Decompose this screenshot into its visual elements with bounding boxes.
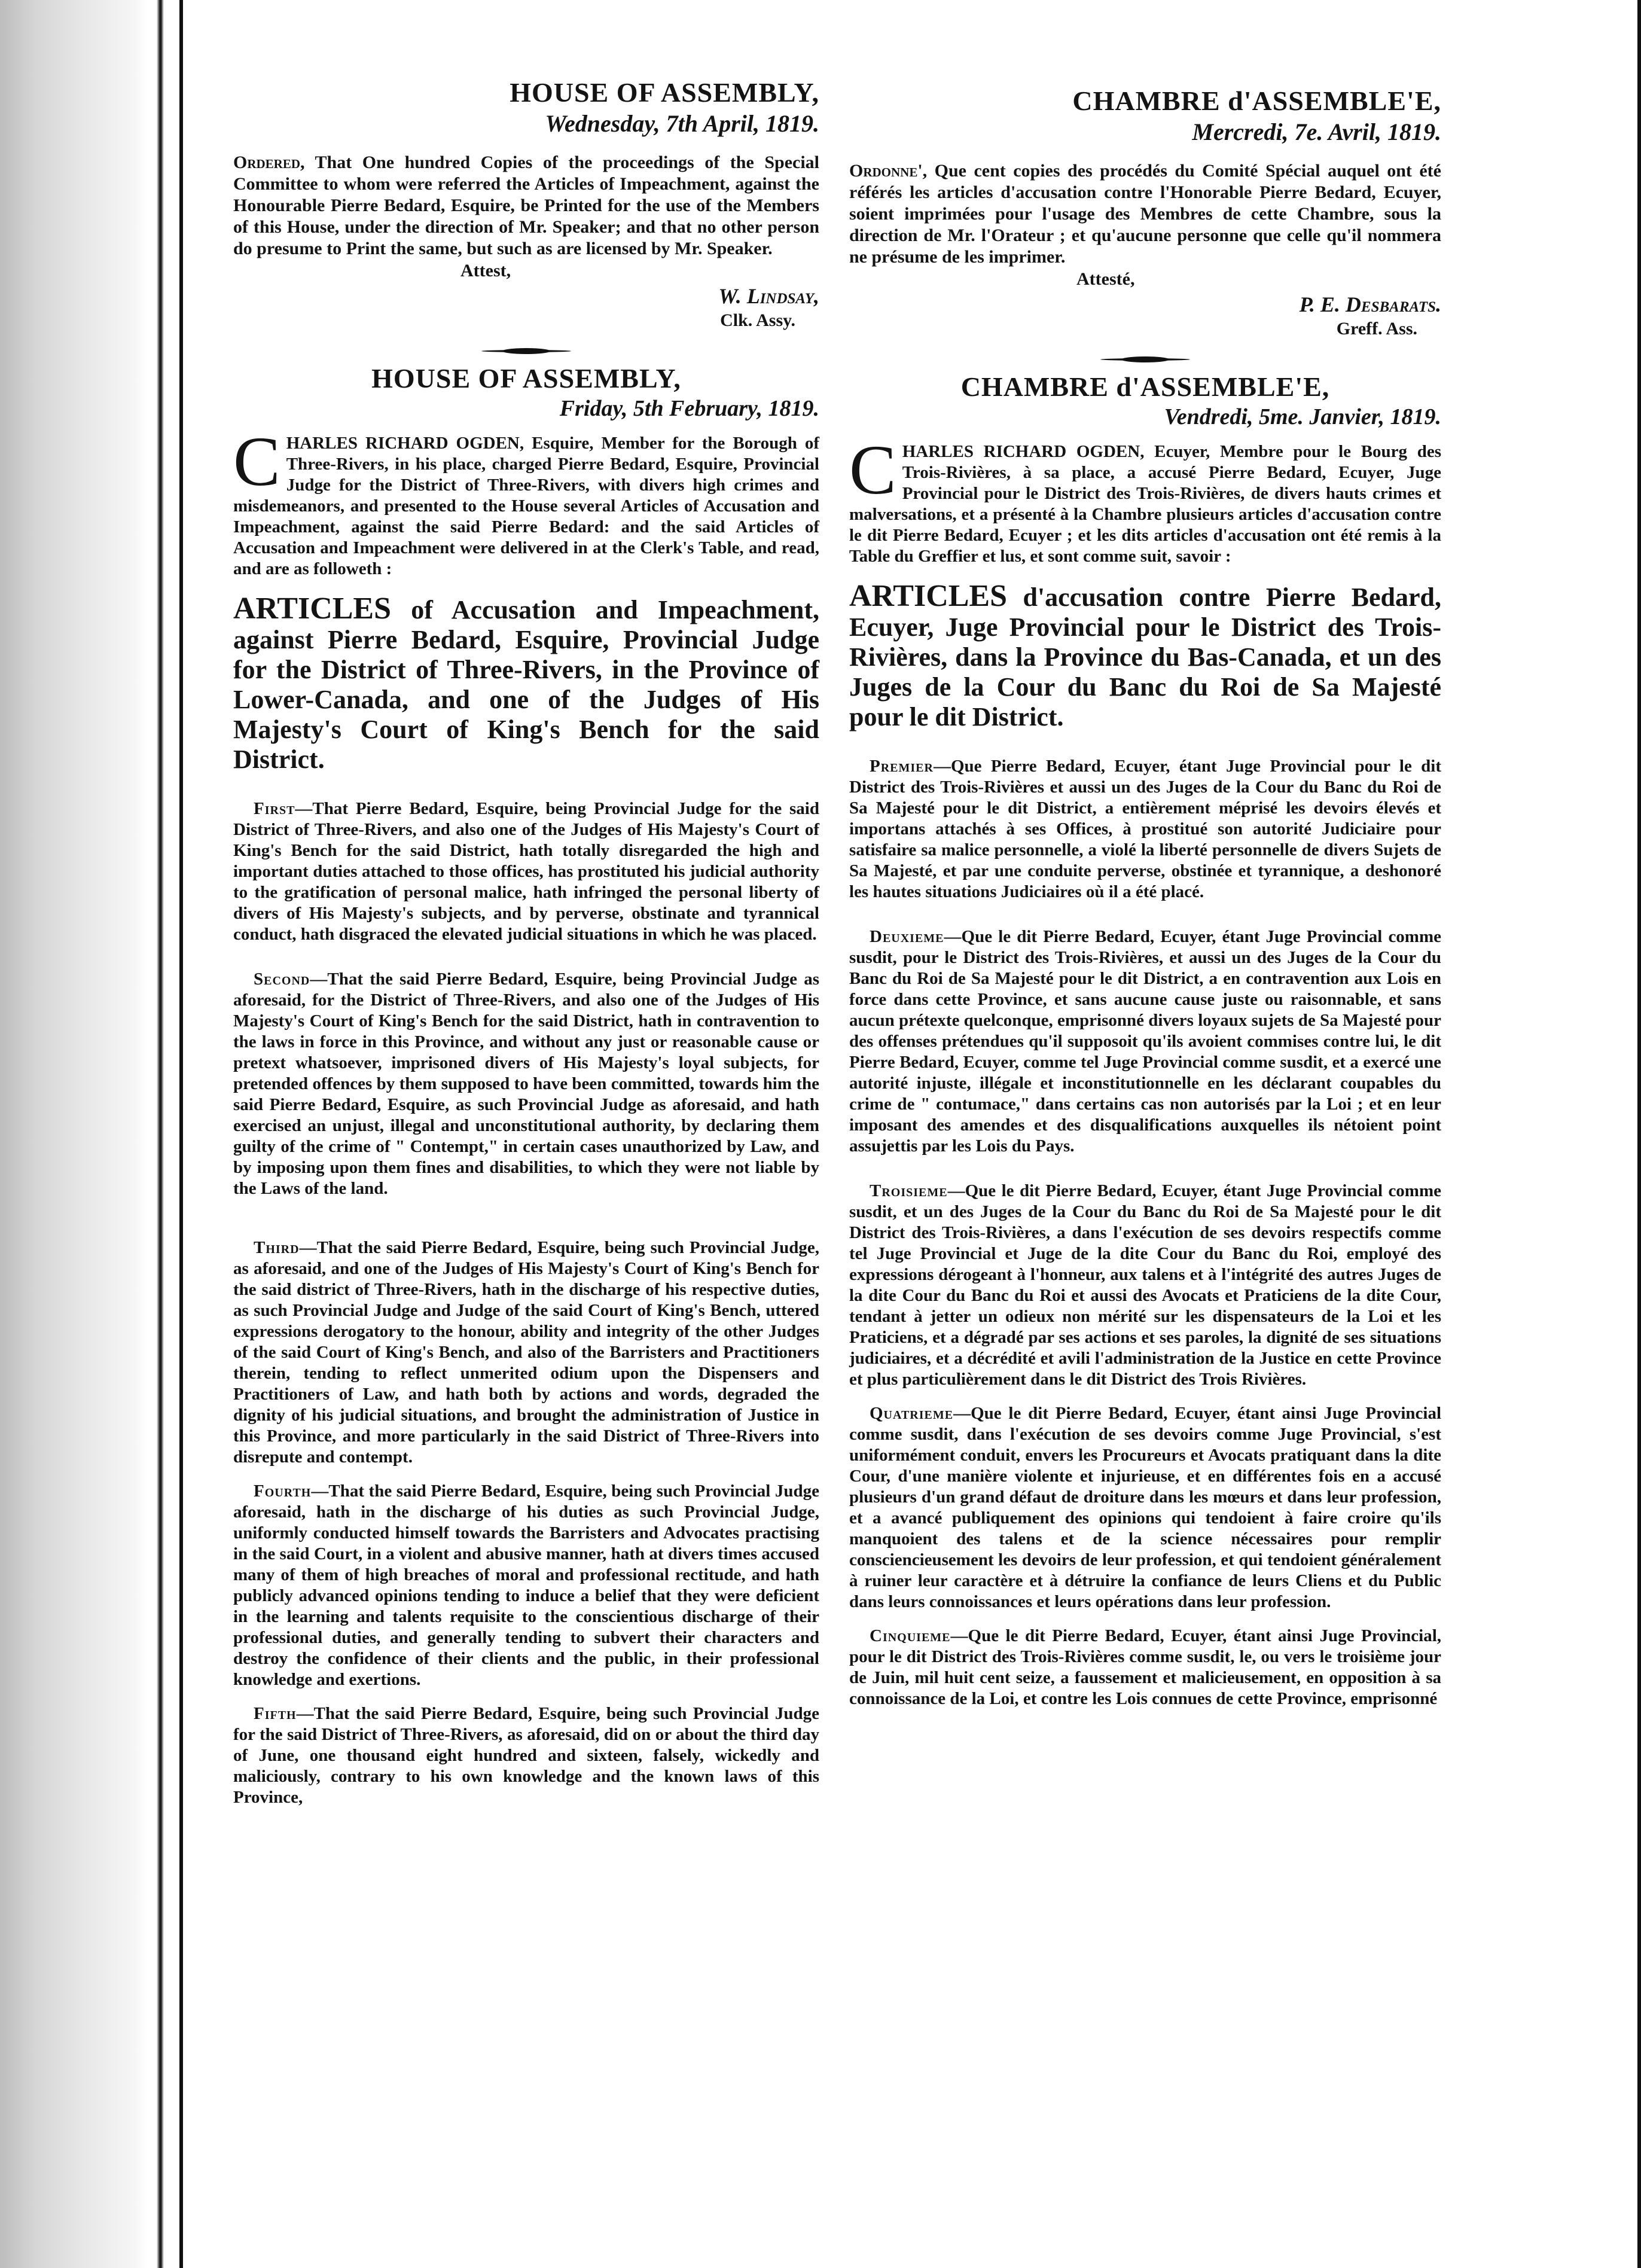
french-first-lead: Premier	[870, 757, 934, 776]
french-order-text	[849, 160, 1441, 268]
page-fold-line	[157, 0, 164, 2268]
english-articles-text: of Accusation and Impeachment, against Pierre Bedard, Esquire, Provincial Judge for the District of Three-Rivers, in the Province of Lower-Canada, and one of the Judges of His Majesty's Court of King's Bench for the said District.	[233, 595, 819, 774]
english-article-fifth	[233, 1703, 819, 1808]
french-fourth-lead: Quatrieme	[870, 1404, 954, 1423]
french-assembly-date: Vendredi, 5me. Janvier, 1819.	[1164, 404, 1441, 429]
french-attest: Attesté,	[1076, 269, 1135, 289]
french-fourth-text: —Que le dit Pierre Bedard, Ecuyer, étant ainsi Juge Provincial comme susdit, dans l'exécution de ses devoirs comme Juge Provincial, s'est uniformément conduit, envers les Procureurs et Avocats pratiquant dans la dite Cour, d'une manière violente et injurieuse, et en différentes fois en a accusé plusieurs d'un grand défaut de droiture dans les mœurs et dans leur profession, et a avancé publiquement des opinions qui tendoient à faire croire qu'ils manquoient des talens et de la science nécessaires pour remplir consciencieusement les devoirs de leur profession, et qui tendoient généralement à ruiner leur caractère et à détruire la confiance de leurs Cliens et du Public dans leurs connoissances et leurs opérations dans leur profession.	[849, 1404, 1441, 1611]
french-article-fifth	[849, 1626, 1441, 1709]
english-order-date: Wednesday, 7th April, 1819.	[545, 110, 819, 137]
english-third-lead: Third	[254, 1238, 300, 1257]
english-article-fourth	[233, 1481, 819, 1690]
scan-gutter	[0, 0, 147, 2268]
english-section-divider	[481, 348, 571, 354]
french-third-text: —Que le dit Pierre Bedard, Ecuyer, étant Juge Provincial comme susdit, et un des Juges de la Cour du Banc du Roi de Sa Majesté pour le dit District des Trois-Rivières, a dans l'exécution de ses devoirs respectifs comme tel Juge Provincial et Juge de la dite Cour du Banc du Roi, employé des expressions dérogeant à l'honneur, aux talens et à l'intégrité des autres Juges de la dite Cour du Banc du Roi et aussi des Avocats et Praticiens de la dite Cour, tendant à jetter un odieux non mérité sur les dispensateurs de la Loi et les Praticiens, et a dégradé par ses actions et ses paroles, la dignité de ses situations judiciaires, et a décrédité et avili l'administration de la Justice en cette Province et plus particulièrement dans le dit District des Trois Rivières.	[849, 1181, 1441, 1389]
french-dropcap: C	[849, 431, 896, 509]
english-assembly-date: Friday, 5th February, 1819.	[559, 396, 819, 421]
english-articles-title	[233, 594, 819, 775]
french-intro-text: HARLES RICHARD OGDEN, Ecuyer, Membre pour le Bourg des Trois-Rivières, à sa place, a accusé Pierre Bedard, Ecuyer, Juge Provincial pour le District des Trois-Rivières, de divers hauts crimes et malversations, et a présenté à la Chambre plusieurs articles d'accusation contre le dit Pierre Bedard, Ecuyer ; et les dits articles d'accusation ont été remis à la Table du Greffier et lus, et sont comme suit, savoir :	[849, 442, 1441, 566]
french-second-text: —Que le dit Pierre Bedard, Ecuyer, étant Juge Provincial comme susdit, pour le District des Trois-Rivières, et aussi un des Juges de la Cour du Banc du Roi de Sa Majesté pour le dit District, a en contravention aux Lois en force dans cette Province, et sans aucune cause juste ou raisonnable, et sans aucun prétexte quelconque, emprisonné divers loyaux sujets de Sa Majesté pour des offenses prétendues qu'il supposoit qu'ils avoient commises contre lui, le dit Pierre Bedard, Ecuyer, comme tel Juge Provincial comme susdit, et a exercé une autorité injuste, illégale et inconstitutionnelle en les déclarant coupables du crime de " contumace," dans certains cas non autorisés par la Loi ; et en leur imposant des amendes et des disqualifications auxquelles ils nétoient point assujettis par les Lois du Pays.	[849, 927, 1442, 1156]
english-order-lead: Ordered,	[233, 153, 305, 172]
english-first-lead: First	[254, 799, 295, 818]
english-fourth-lead: Fourth	[254, 1481, 312, 1501]
english-first-text: —That Pierre Bedard, Esquire, being Provincial Judge for the said District of Three-Rivers, and also one of the Judges of His Majesty's Court of King's Bench for the said District, hath totally disregarded the high and important duties attached to those offices, has prostituted his judicial authority to the gratification of personal malice, hath infringed the personal liberty of divers of His Majesty's subjects, and by perverse, obstinate and tyrannical conduct, hath disgraced the elevated judicial situations in which he was placed.	[233, 799, 819, 944]
french-signature-title: Greff. Ass.	[1336, 319, 1417, 339]
english-article-third	[233, 1237, 819, 1468]
french-section-divider	[1100, 356, 1190, 362]
french-first-text: —Que Pierre Bedard, Ecuyer, étant Juge Provincial pour le dit District des Trois-Rivières et aussi un des Juges de la Cour du Banc du Roi de Sa Majesté pour le dit District, a entièrement méprisé les devoirs élevés et importans attachés à ses Offices, à prostitué son autorité Judiciaire pour satisfaire sa malice personnelle, a violé la liberté personnelle de divers Sujets de Sa Majesté, et par une conduite perverse, obstinée et tyrannique, a deshonoré les hautes situations Judiciaires où il a été placé.	[849, 757, 1441, 901]
english-intro	[233, 422, 819, 580]
english-attest: Attest,	[460, 261, 511, 281]
english-article-second	[233, 969, 819, 1199]
english-signature: W. Lindsay,	[718, 284, 819, 308]
english-column	[233, 0, 819, 2268]
french-order-body: Que cent copies des procédés du Comité Spécial auquel ont été référés les articles d'accusation contre l'Honorable Pierre Bedard, Ecuyer, soient imprimées pour l'usage des Membres de cette Chambre, sous la direction de Mr. l'Orateur ; et qu'aucune personne que celle qu'il nommera ne présume de les imprimer.	[849, 161, 1441, 267]
english-article-first	[233, 798, 819, 945]
english-dropcap: C	[233, 422, 280, 501]
french-articles-lead: ARTICLES	[849, 579, 1008, 613]
french-second-lead: Deuxieme	[870, 927, 944, 946]
english-order-text	[233, 152, 819, 260]
french-fifth-text: —Que le dit Pierre Bedard, Ecuyer, étant ainsi Juge Provincial, pour le dit District des Trois-Rivières comme susdit, le, ou vers le troisième jour de Juin, mil huit cent seize, a faussement et malicieusement, en opposition à sa connoissance de la Loi, et contre les Lois connues de cette Province, emprisonné	[849, 1626, 1441, 1708]
french-order-date: Mercredi, 7e. Avril, 1819.	[1192, 118, 1441, 145]
french-article-first	[849, 756, 1441, 903]
english-third-text: —That the said Pierre Bedard, Esquire, being such Provincial Judge, as aforesaid, and one of the Judges of His Majesty's Court of King's Bench for the said district of Three-Rivers, hath in the discharge of his respective duties, as such Provincial Judge and Judge of the said Court of King's Bench, uttered expressions derogatory to the honour, ability and integrity of the other Judges of the said Court of King's Bench, and also of the Barristers and Practitioners therein, tending to reflect unmerited odium upon the Dispensers and Practitioners of Law, and hath both by actions and words, degraded the dignity of his judicial situations, and brought the administration of Justice in this Province, and more particularly in the said District of Three-Rivers into disrepute and contempt.	[233, 1238, 819, 1467]
french-articles-title	[849, 581, 1441, 732]
english-intro-text: HARLES RICHARD OGDEN, Esquire, Member for the Borough of Three-Rivers, in his place, charged Pierre Bedard, Esquire, Provincial Judge for the District of Three-Rivers, with divers high crimes and misdemeanors, and presented to the House several Articles of Accusation and Impeachment, against the said Pierre Bedard: and the said Articles of Accusation and Impeachment were delivered in at the Clerk's Table, and read, and are as followeth :	[233, 434, 819, 578]
english-assembly-heading: HOUSE OF ASSEMBLY,	[371, 363, 681, 394]
french-fifth-lead: Cinquieme	[870, 1626, 951, 1645]
french-article-second	[849, 926, 1441, 1157]
english-signature-title: Clk. Assy.	[720, 310, 795, 330]
french-signature: P. E. Desbarats.	[1299, 292, 1441, 316]
english-order-heading: HOUSE OF ASSEMBLY,	[510, 77, 819, 108]
english-order-body: That One hundred Copies of the proceedings of the Special Committee to whom were referred the Articles of Impeachment, against the Honourable Pierre Bedard, Esquire, be Printed for the use of the Members of this House, under the direction of Mr. Speaker; and that no other person do presume to Print the same, but such as are licensed by Mr. Speaker.	[233, 153, 819, 258]
english-fifth-text: —That the said Pierre Bedard, Esquire, being such Provincial Judge for the said District of Three-Rivers, as aforesaid, did on or about the third day of June, one thousand eight hundred and sixteen, falsely, wickedly and maliciously, contrary to his own knowledge and the known laws of this Province,	[233, 1704, 819, 1807]
french-articles-text: d'accusation contre Pierre Bedard, Ecuyer, Juge Provincial pour le District des Trois-Rivières, dans la Province du Bas-Canada, et un des Juges de la Cour du Banc du Roi de Sa Majesté pour le dit District.	[849, 583, 1441, 731]
english-fifth-lead: Fifth	[254, 1704, 297, 1723]
french-assembly-heading: CHAMBRE d'ASSEMBLE'E,	[960, 371, 1330, 402]
english-second-text: —That the said Pierre Bedard, Esquire, being Provincial Judge as aforesaid, for the District of Three-Rivers, and also one of the Judges of His Majesty's Court of King's Bench for the said District, hath in contravention to the laws in force in this Province, and without any just or reasonable cause or pretext whatsoever, imprisoned divers of His Majesty's loyal subjects, for pretended offences by them supposed to have been committed, towards him the said Pierre Bedard, Esquire, as such Provincial Judge as aforesaid, and hath exercised an unjust, illegal and unconstitutional authority, by declaring them guilty of the crime of " Contempt," in certain cases unauthorized by Law, and by imposing upon them fines and disabilities, to which they were not liable by the Laws of the land.	[233, 970, 819, 1198]
english-second-lead: Second	[254, 970, 310, 989]
english-fourth-text: —That the said Pierre Bedard, Esquire, being such Provincial Judge aforesaid, hath in the discharge of his duties as such Provincial Judge, uniformly conducted himself towards the Barristers and Advocates practising in the said Court, in a violent and abusive manner, hath at divers times accused many of them of high breaches of moral and professional rectitude, and hath publicly advanced opinions tending to induce a belief that they were deficient in the learning and talents requisite to the conscientious discharge of their professional duties, and generally tending to subvert their characters and destroy the confidence of their clients and the public, in their professional knowledge and exertions.	[233, 1481, 819, 1689]
french-order-heading: CHAMBRE d'ASSEMBLE'E,	[1072, 86, 1441, 116]
french-article-third	[849, 1181, 1441, 1390]
french-intro	[849, 431, 1441, 567]
english-articles-lead: ARTICLES	[233, 592, 392, 626]
french-order-lead: Ordonne',	[849, 161, 928, 181]
french-article-fourth	[849, 1403, 1441, 1612]
french-column	[849, 0, 1441, 2268]
french-third-lead: Troisieme	[870, 1181, 948, 1200]
